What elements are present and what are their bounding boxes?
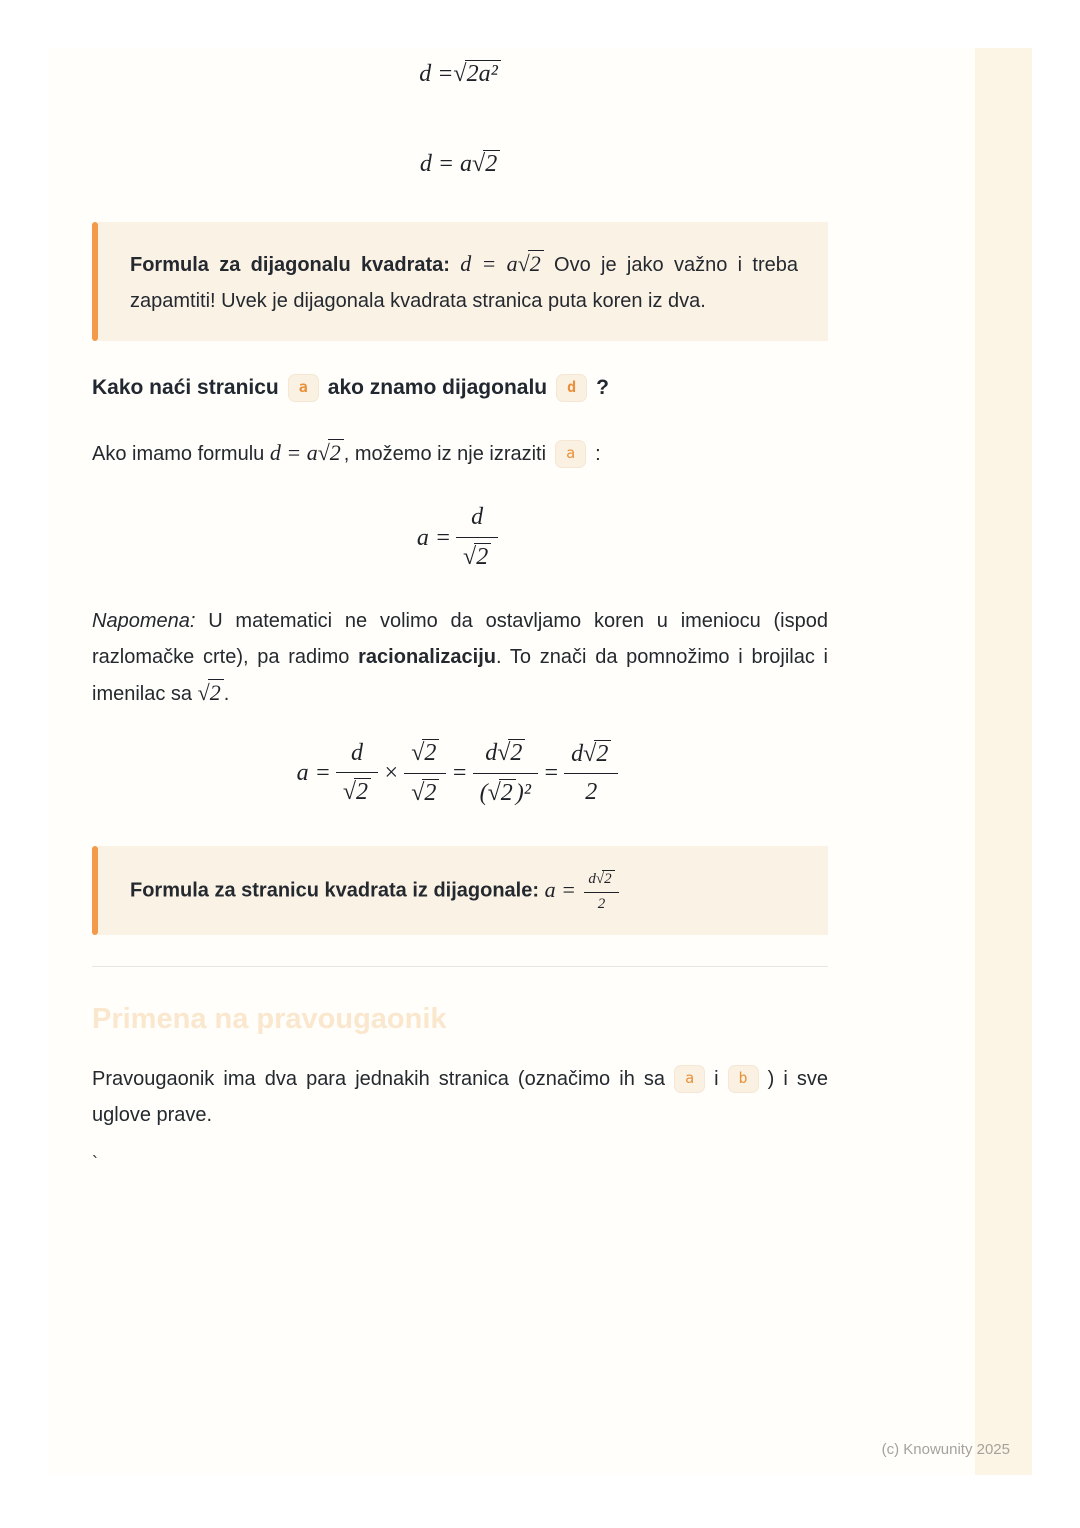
radicand: 2 <box>422 739 439 768</box>
numerator <box>584 870 618 891</box>
fraction-1 <box>336 740 378 807</box>
callout-text <box>130 246 798 319</box>
equals-operator: = <box>451 760 468 787</box>
formula-d-a-sqrt2 <box>92 148 828 180</box>
callout-text <box>130 870 798 913</box>
sqrt-expression <box>318 439 344 465</box>
numerator: d <box>350 739 363 766</box>
formula-lead: a = <box>296 760 331 787</box>
formula-rationalization <box>92 739 828 807</box>
sqrt-symbol: √ <box>411 740 425 767</box>
callout-label: Formula za dijagonalu kvadrata: <box>130 254 461 276</box>
para-mid: i <box>714 1067 719 1090</box>
sqrt-symbol: √ <box>317 440 330 465</box>
napomena-label: Napomena: <box>92 610 196 633</box>
stray-backtick: ` <box>92 1152 98 1173</box>
para-express-a <box>92 435 828 472</box>
napomena-bold: racionalizaciju <box>358 646 496 669</box>
sqrt-symbol: √ <box>453 60 467 87</box>
math-lead: d = a <box>269 440 318 465</box>
code-chip-a: a <box>674 1065 705 1093</box>
denominator <box>456 538 498 572</box>
math-lead: d = a <box>460 251 518 276</box>
formula-lead: d = <box>419 61 454 87</box>
sqrt-symbol: √ <box>411 779 425 806</box>
sqrt-symbol: √ <box>517 251 530 276</box>
radicand: 2 <box>508 739 525 768</box>
numerator: d <box>471 504 484 530</box>
document-content <box>92 48 828 1173</box>
radicand: 2 <box>594 740 611 769</box>
callout-text-rest: Ovo je jako važno i treba zapamtiti! Uvek je dijagonala kvadrata stranica puta koren iz dva. <box>130 254 798 312</box>
callout-label: Formula za stranicu kvadrata iz dijagonale: <box>130 879 545 902</box>
inline-math-d-a-sqrt2 <box>460 251 543 276</box>
para-part2: ) i sve uglove prave. <box>92 1067 828 1126</box>
subheading-part2: ako znamo dijagonalu <box>327 376 548 399</box>
fraction-4 <box>564 740 618 807</box>
radicand: 2 <box>328 439 344 465</box>
paren-open: ( <box>479 779 488 806</box>
formula-d-sqrt-2a2 <box>92 58 828 90</box>
sqrt-symbol: √ <box>595 871 605 888</box>
callout-side-formula <box>92 846 828 935</box>
numerator-lead: d <box>485 740 498 767</box>
napomena-text3: . <box>223 683 230 706</box>
inline-math-d-a-sqrt2 <box>270 440 344 465</box>
formula-lead: a = <box>416 524 452 551</box>
numerator <box>404 739 446 773</box>
paren-close-squared: )² <box>515 779 531 806</box>
math-lead: a = <box>544 876 582 902</box>
para-part1: Ako imamo formulu <box>92 443 270 465</box>
radicand: 2 <box>528 250 544 276</box>
code-chip-b: b <box>728 1065 759 1093</box>
denominator <box>473 774 538 808</box>
subheading-find-side <box>92 371 828 405</box>
code-chip-d: d <box>556 374 587 402</box>
code-chip-a: a <box>288 374 319 402</box>
para-part2: , možemo iz nje izraziti <box>343 443 547 465</box>
numerator-lead: d <box>571 740 584 767</box>
subheading-part3: ? <box>596 376 609 399</box>
section-heading-pravougaonik: Primena na pravougaonik <box>92 1002 447 1035</box>
denominator <box>336 773 378 807</box>
sqrt-symbol: √ <box>197 680 210 706</box>
para-napomena <box>92 603 828 712</box>
radicand: 2 <box>422 779 439 808</box>
callout-body <box>98 846 828 935</box>
numerator <box>473 739 538 773</box>
fraction-2 <box>404 739 446 807</box>
right-margin-stripe <box>975 48 1032 1475</box>
code-chip-a: a <box>555 440 586 468</box>
para-part3: : <box>595 443 601 465</box>
radicand: 2a² <box>465 60 501 89</box>
para-part1: Pravougaonik ima dva para jednakih stranica (označimo ih sa <box>92 1067 666 1090</box>
sqrt-symbol: √ <box>342 779 357 806</box>
denominator <box>404 774 446 808</box>
radicand: 2 <box>483 150 500 179</box>
radicand: 2 <box>499 779 516 808</box>
fraction <box>584 870 618 913</box>
numerator-lead: d <box>588 871 596 888</box>
radicand: 2 <box>602 870 615 888</box>
inline-math-sqrt2 <box>198 680 224 705</box>
denominator: 2 <box>585 779 598 806</box>
sqrt-symbol: √ <box>583 740 597 767</box>
inline-math-a-dsqrt2-over-2 <box>544 871 622 912</box>
section-divider <box>92 966 828 967</box>
sqrt-expression <box>453 60 500 89</box>
sqrt-expression <box>472 150 500 179</box>
times-operator: × <box>383 760 400 787</box>
napomena-text1: U matematici ne volimo da ostavljamo koren u imeniocu (ispod razlomačke crte), pa radimo <box>92 610 828 669</box>
radicand: 2 <box>208 679 224 705</box>
formula-a-d-over-sqrt2 <box>92 504 828 571</box>
fraction-3 <box>473 739 538 807</box>
callout-diagonal-formula <box>92 222 828 341</box>
radicand: 2 <box>474 543 491 572</box>
sqrt-expression <box>518 250 544 276</box>
sqrt-symbol: √ <box>487 779 501 806</box>
formula-lead: d = a <box>419 151 473 177</box>
sqrt-symbol: √ <box>463 543 477 570</box>
napomena-text2: . To znači da pomnožimo i brojilac i imenilac sa <box>92 646 829 706</box>
content-card <box>48 48 1032 1475</box>
callout-body <box>98 222 828 341</box>
equals-operator: = <box>542 760 560 787</box>
fraction <box>456 504 498 571</box>
sqrt-symbol: √ <box>497 740 511 767</box>
denominator: 2 <box>597 895 606 912</box>
radicand: 2 <box>354 778 371 807</box>
copyright-footer: (c) Knowunity 2025 <box>881 1441 1010 1458</box>
sqrt-symbol: √ <box>472 150 486 177</box>
para-pravougaonik <box>92 1061 828 1133</box>
subheading-part1: Kako naći stranicu <box>92 376 279 399</box>
numerator <box>564 740 618 774</box>
